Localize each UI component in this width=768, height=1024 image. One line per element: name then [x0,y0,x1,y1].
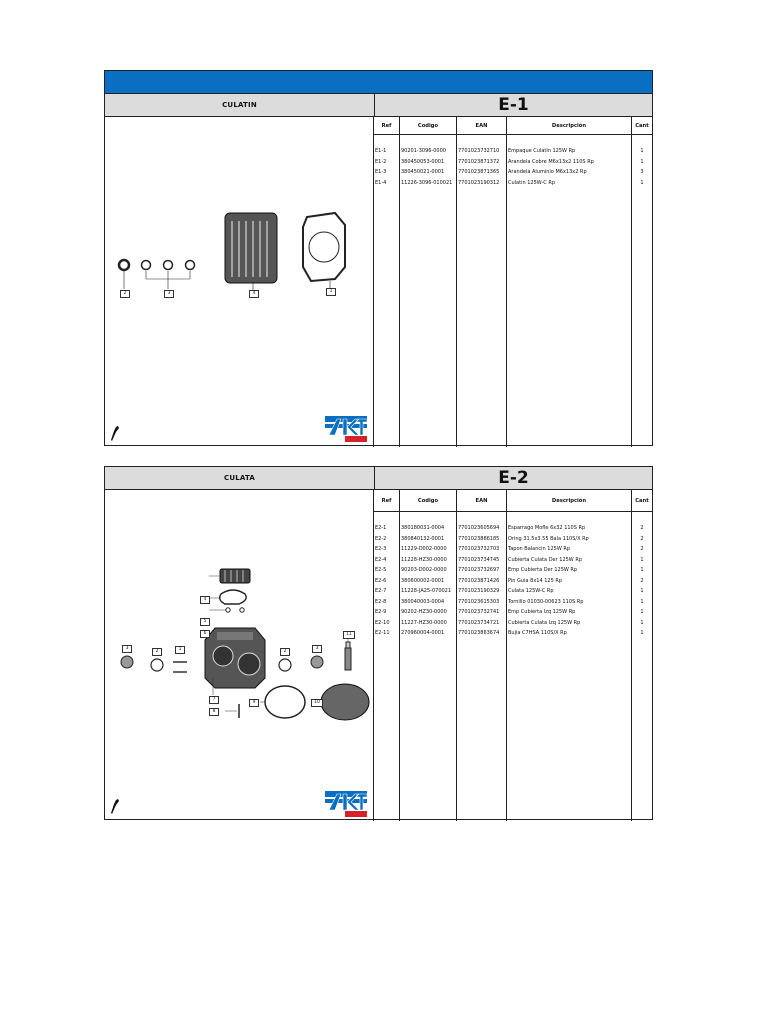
cell-codigo: 380180031-0004 [401,525,445,531]
col-ref [374,117,400,447]
cell-ref: E2-3 [375,546,387,552]
cell-codigo: 380040003-0004 [401,598,445,605]
cell-descripcion: Culatin 125W-C Rp [508,179,556,186]
cell-ref: E2-9 [375,609,387,615]
cell-ref: E1-2 [375,158,387,165]
cell-ean: 7701023190329 [458,588,500,594]
callout-1: 1 [175,646,185,654]
col-header-ref: Ref [374,490,399,512]
cell-ref: E2-6 [375,577,387,584]
cell-ref: E1-4 [375,179,387,186]
cell-ref: E2-11 [375,630,390,636]
col-header-descripcion: Descripción [507,117,631,135]
callout-3: 3 [122,645,132,653]
header-band [105,71,652,94]
cell-ean: 7701023732697 [458,567,500,573]
cell-codigo: 11227-HZ30-0000 [401,619,447,626]
section-header [105,467,652,490]
cell-cant: 1 [640,630,644,636]
cell-cant: 1 [640,598,644,605]
callout-8: 8 [209,708,219,716]
callout-3: 3 [164,290,174,298]
cell-ean: 7701023886185 [458,535,500,542]
cell-codigo: 380600002-0001 [401,577,445,584]
callout-10: 10 [311,699,323,707]
callout-1: 1 [326,288,336,296]
cell-ref: E1-3 [375,169,387,175]
cell-codigo: 11229-D002-0000 [401,546,447,552]
cell-codigo: 380840132-0001 [401,535,445,542]
cell-codigo: 11226-3096-010021 [401,179,453,186]
cell-ean: 7701023734721 [458,619,500,626]
callout-9: 9 [249,699,259,707]
wrench-icon [110,798,120,816]
col-ref [374,490,400,821]
akt-logo [325,416,367,442]
col-ean [457,490,507,821]
col-header-codigo: Codigo [400,117,456,135]
callout-2-right: 2 [280,648,290,656]
col-descripcion [507,490,632,821]
cell-ean: 7701023871365 [458,169,500,175]
cell-codigo: 380450021-0001 [401,169,445,175]
parts-table [374,117,652,447]
col-header-ean: EAN [457,117,506,135]
cell-cant: 1 [640,148,644,154]
cell-codigo: 11228-JA25-070021 [401,588,452,594]
col-codigo [400,490,457,821]
callout-2: 2 [120,290,130,298]
callout-7: 7 [209,696,219,704]
callout-5: 5 [200,618,210,626]
cell-ref: E2-5 [375,567,387,573]
culata-exploded-view [105,490,373,821]
cell-descripcion: Cubierta Culata Der 125W Rp [508,556,582,563]
col-ean [457,117,507,447]
parts-diagram [105,117,374,447]
cell-cant: 1 [640,567,644,573]
cell-codigo: 11228-HZ30-0000 [401,556,447,563]
callout-4: 4 [200,596,210,604]
cell-codigo: 380450053-0001 [401,158,445,165]
cell-ref: E2-8 [375,598,387,605]
cell-ean: 7701023863674 [458,630,500,636]
callout-2: 2 [152,648,162,656]
col-header-cant: Cant [632,490,652,512]
cell-codigo: 90203-D002-0000 [401,567,447,573]
cell-cant: 2 [640,535,644,542]
section-code: E-2 [375,467,652,489]
cell-codigo: 90202-HZ30-0000 [401,609,447,615]
col-cant [632,117,652,447]
callout-11: 11 [343,631,355,639]
cell-descripcion: Arandela Cobre M6x13x2 110S Rp [508,158,594,165]
wrench-icon [110,425,120,443]
cell-descripcion: Culata 125W-C Rp [508,588,554,594]
cell-ref: E2-10 [375,619,390,626]
cell-descripcion: Pin Guia 8x14 125 Rp [508,577,563,584]
culatin-exploded-view [105,117,373,447]
cell-codigo: 270960004-0001 [401,630,445,636]
cell-descripcion: Arandela Aluminio M6x13x2 Rp [508,169,587,175]
section-code: E-1 [375,94,652,116]
cell-descripcion: Emp Cubierta Der 125W Rp [508,567,578,573]
cell-cant: 1 [640,609,644,615]
cell-ean: 7701023605694 [458,525,500,531]
cell-cant: 2 [640,525,644,531]
col-header-cant: Cant [632,117,652,135]
callout-6: 6 [200,630,210,638]
parts-sheet-e2 [104,466,653,820]
parts-table [374,490,652,821]
cell-ref: E1-1 [375,148,387,154]
cell-descripcion: Esparrago Mofle 6x32 110S Rp [508,525,586,531]
section-title: CULATIN [105,94,375,116]
cell-descripcion: Empaque Culatin 125W Rp [508,148,576,154]
col-header-codigo: Codigo [400,490,456,512]
section-title: CULATA [105,467,375,489]
cell-cant: 1 [640,588,644,594]
cell-ean: 7701023615303 [458,598,500,605]
cell-ean: 7701023871372 [458,158,500,165]
cell-descripcion: Oring 31.5x3.55 Bala 110S/X Rp [508,535,589,542]
cell-cant: 1 [640,179,644,186]
parts-sheet-e1 [104,70,653,446]
cell-cant: 1 [640,556,644,563]
col-header-descripcion: Descripción [507,490,631,512]
cell-ean: 7701023734745 [458,556,500,563]
cell-cant: 1 [640,619,644,626]
akt-logo [325,791,367,817]
cell-descripcion: Cubierta Culata Izq 125W Rp [508,619,581,626]
section-header [105,94,652,117]
cell-cant: 3 [640,169,644,175]
cell-cant: 1 [640,158,644,165]
parts-diagram [105,490,374,821]
callout-4: 4 [249,290,259,298]
cell-cant: 2 [640,546,644,552]
cell-cant: 2 [640,577,644,584]
cell-codigo: 90201-3096-0000 [401,148,446,154]
cell-ref: E2-2 [375,535,387,542]
cell-descripcion: Tornillo 01030-00623 110S Rp [508,598,584,605]
cell-ref: E2-7 [375,588,387,594]
cell-descripcion: Emp Cubierta Izq 125W Rp [508,609,576,615]
col-header-ref: Ref [374,117,399,135]
col-header-ean: EAN [457,490,506,512]
cell-descripcion: Bujia C7HSA 110S/X Rp [508,630,567,636]
col-descripcion [507,117,632,447]
cell-ean: 7701023871426 [458,577,500,584]
cell-ean: 7701023732703 [458,546,500,552]
cell-ref: E2-1 [375,525,387,531]
cell-ean: 7701023190312 [458,179,500,186]
cell-ean: 7701023732710 [458,148,500,154]
col-codigo [400,117,457,447]
cell-ref: E2-4 [375,556,387,563]
callout-3-right: 3 [312,645,322,653]
col-cant [632,490,652,821]
cell-ean: 7701023732741 [458,609,500,615]
cell-descripcion: Tapon Balancin 125W Rp [508,546,571,552]
